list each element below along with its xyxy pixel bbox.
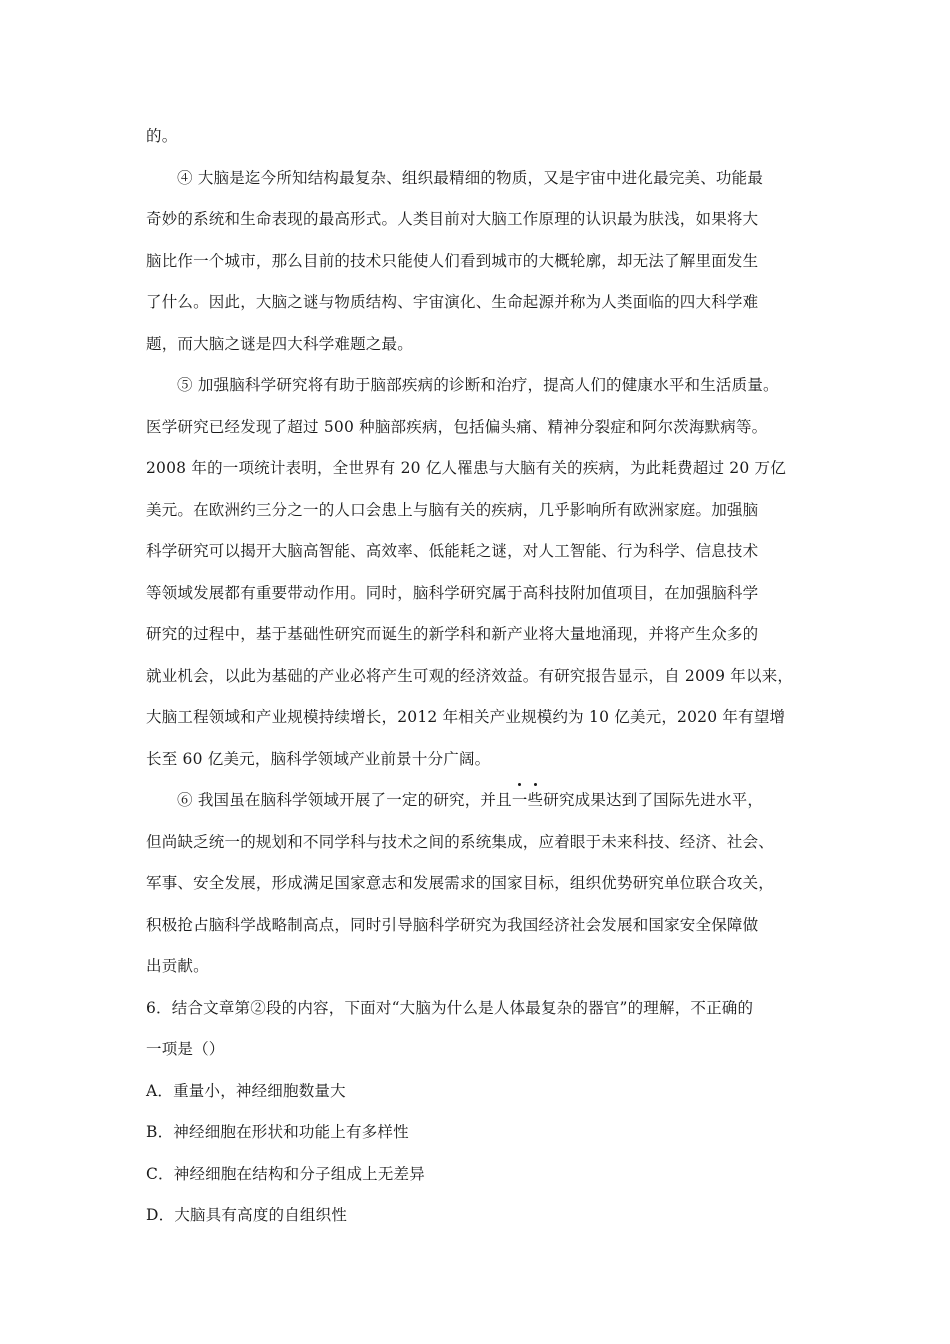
option-a: A．重量小，神经细胞数量大 xyxy=(146,1081,346,1100)
document-page xyxy=(146,122,816,1243)
question-6-continued: 一项是（） xyxy=(146,1040,225,1058)
text-line: 等领域发展都有重要带动作用。同时，脑科学研究属于高科技附加值项目，在加强脑科学 xyxy=(146,583,759,602)
text-line: 科学研究可以揭开大脑高智能、高效率、低能耗之谜，对人工智能、行为科学、信息技术 xyxy=(146,542,759,560)
option-d: D．大脑具有高度的自组织性 xyxy=(146,1206,348,1224)
question-6: 6．结合文章第②段的内容，下面对“大脑为什么是人体最复杂的器官”的理解，不正确的 xyxy=(146,998,754,1017)
text-segment: 研究成果达到了国际先进水平， xyxy=(543,791,764,809)
text-line: 就业机会，以此为基础的产业必将产生可观的经济效益。有研究报告显示，自 2009 年以来， xyxy=(146,666,794,685)
text-segment: ⑥ 我国虽在脑科学领域开展了一定的研究，并且 xyxy=(177,791,512,809)
paragraph-4-start: ④ 大脑是迄今所知结构最复杂、组织最精细的物质，又是宇宙中进化最完美、功能最 xyxy=(177,168,764,187)
text-line: 积极抢占脑科学战略制高点，同时引导脑科学研究为我国经济社会发展和国家安全保障做 xyxy=(146,915,759,934)
option-c: C．神经细胞在结构和分子组成上无差异 xyxy=(146,1164,425,1183)
paragraph-5-start: ⑤ 加强脑科学研究将有助于脑部疾病的诊断和治疗，提高人们的健康水平和生活质量。 xyxy=(177,376,779,394)
text-line: 奇妙的系统和生命表现的最高形式。人类目前对大脑工作原理的认识最为肤浅，如果将大 xyxy=(146,210,759,228)
text-line: 医学研究已经发现了超过 500 种脑部疾病，包括偏头痛、精神分裂症和阿尔茨海默病等。 xyxy=(146,417,768,436)
text-line: 美元。在欧洲约三分之一的人口会患上与脑有关的疾病，几乎影响所有欧洲家庭。加强脑 xyxy=(146,500,759,519)
option-b: B．神经细胞在形状和功能上有多样性 xyxy=(146,1123,409,1141)
text-line: 出贡献。 xyxy=(146,957,209,975)
emphasized-char: 一 xyxy=(512,786,528,814)
text-line: 脑比作一个城市，那么目前的技术只能使人们看到城市的大概轮廓，却无法了解里面发生 xyxy=(146,251,759,270)
text-line: 长至 60 亿美元，脑科学领域产业前景十分广阔。 xyxy=(146,749,491,768)
text-line: 研究的过程中，基于基础性研究而诞生的新学科和新产业将大量地涌现，并将产生众多的 xyxy=(146,625,759,643)
text-line: 但尚缺乏统一的规划和不同学科与技术之间的系统集成，应着眼于未来科技、经济、社会、 xyxy=(146,832,775,851)
text-line: 军事、安全发展，形成满足国家意志和发展需求的国家目标，组织优势研究单位联合攻关， xyxy=(146,874,775,892)
text-line: 题，而大脑之谜是四大科学难题之最。 xyxy=(146,334,413,353)
text-line: 2008 年的一项统计表明，全世界有 20 亿人罹患与大脑有关的疾病，为此耗费超过 20 万亿 xyxy=(146,459,786,477)
text-line: 大脑工程领域和产业规模持续增长，2012 年相关产业规模约为 10 亿美元，2020 年有望增 xyxy=(146,708,786,726)
text-line: 的。 xyxy=(146,127,178,145)
text-line: 了什么。因此，大脑之谜与物质结构、宇宙演化、生命起源并称为人类面临的四大科学难 xyxy=(146,293,759,311)
emphasized-char: 些 xyxy=(528,786,544,814)
paragraph-6-start xyxy=(146,786,816,828)
